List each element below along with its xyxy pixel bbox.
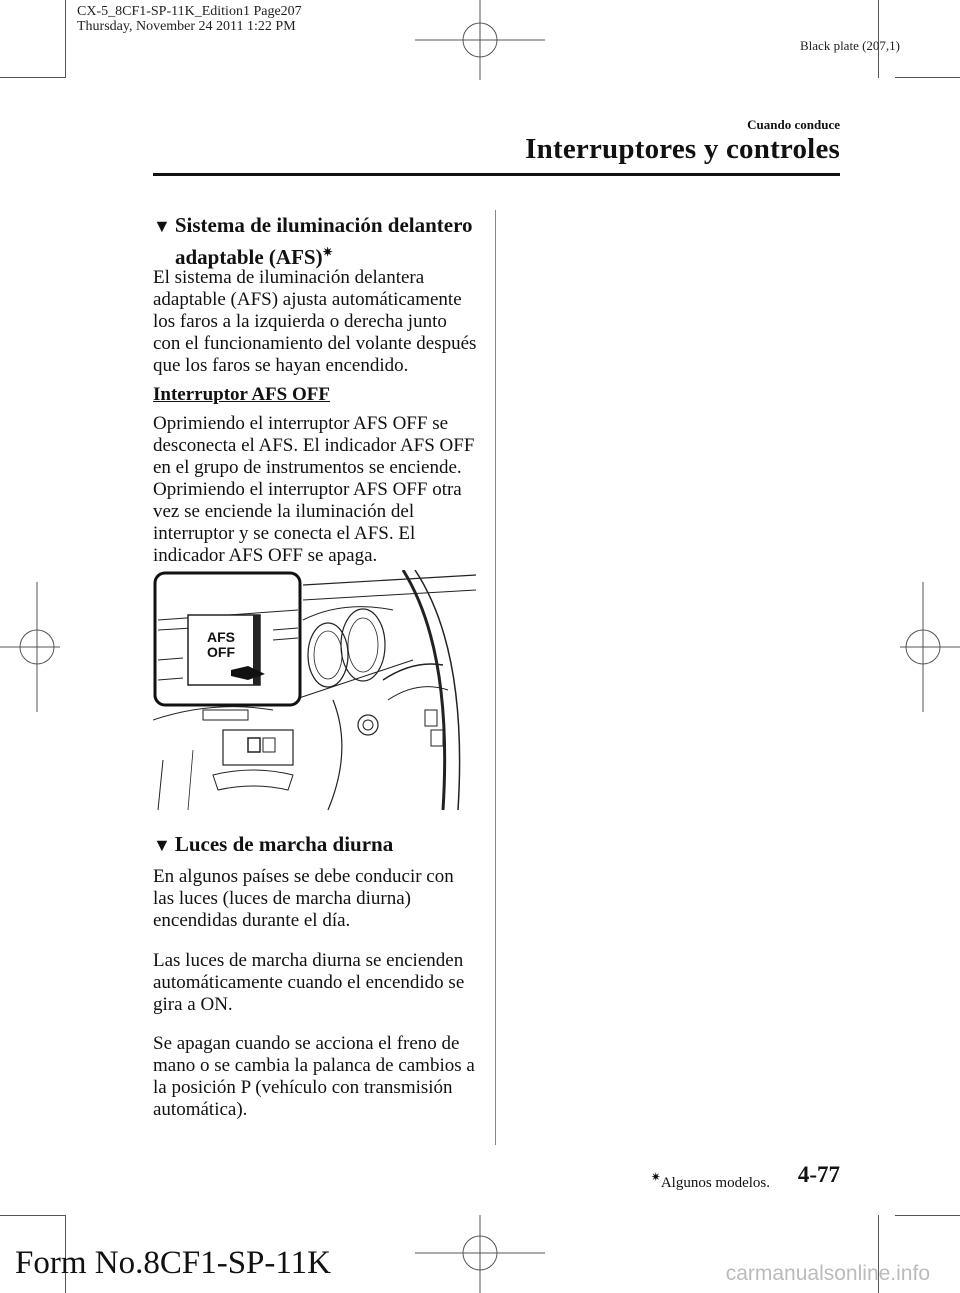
section-label: Cuando conduce (747, 117, 840, 132)
section-afs-off-body (153, 413, 483, 567)
section-afs (153, 212, 483, 270)
paragraph: Oprimiendo el interruptor AFS OFF se desconecta el AFS. El indicador AFS OFF en el grupo de instrumentos se enciende. Oprimiendo el interruptor AFS OFF otra vez se enciende la iluminación del interruptor y se conecta el AFS. El indicador AFS OFF se apaga. (153, 413, 475, 566)
crop-mark (65, 0, 66, 78)
registration-target-icon (415, 0, 545, 80)
paragraph: El sistema de iluminación delantera adaptable (AFS) ajusta automáticamente los faros a la izquierda o derecha junto con el funcionamiento del volante después que los faros se hayan encendido. (153, 267, 477, 376)
footnote: ✷Algunos modelos. (650, 1170, 770, 1191)
triangle-bullet-icon: ▼ (153, 216, 171, 236)
registration-target-icon (900, 582, 960, 712)
watermark: carmanualsonline.info (725, 1262, 930, 1285)
registration-target-icon (415, 1215, 545, 1293)
section-drl-para3 (153, 1033, 483, 1121)
afs-button-label: OFF (207, 644, 235, 660)
section-drl-para2 (153, 950, 483, 1016)
section-heading: ▼ Luces de marcha diurna (153, 832, 394, 856)
plate-label: Black plate (207,1) (800, 38, 900, 53)
crop-mark (895, 1215, 960, 1216)
section-heading: ▼ Sistema de iluminación delantero adaptable (AFS)✷ (153, 213, 473, 269)
asterisk-icon: ✷ (650, 1170, 661, 1184)
section-drl-para1 (153, 866, 483, 932)
crop-mark (0, 77, 65, 78)
header-rule (153, 173, 840, 176)
form-number: Form No.8CF1-SP-11K (15, 1245, 331, 1281)
afs-switch-illustration (153, 570, 476, 810)
paragraph: En algunos países se debe conducir con las luces (luces de marcha diurna) encendidas durante el día. (153, 866, 454, 931)
print-metadata (77, 4, 302, 34)
triangle-bullet-icon: ▼ (153, 835, 171, 855)
paragraph: Se apagan cuando se acciona el freno de mano o se cambia la palanca de cambios a la posición P (vehículo con transmisión automática). (153, 1033, 475, 1120)
section-drl (153, 831, 483, 858)
crop-mark (0, 1215, 65, 1216)
page-number: 4-77 (797, 1162, 840, 1187)
paragraph: Las luces de marcha diurna se encienden automáticamente cuando el encendido se gira a ON. (153, 950, 465, 1015)
page-title: Interruptores y controles (525, 133, 840, 165)
print-meta-line: Thursday, November 24 2011 1:22 PM (77, 19, 296, 34)
registration-target-icon (0, 582, 60, 712)
print-meta-line: CX-5_8CF1-SP-11K_Edition1 Page207 (77, 4, 302, 19)
asterisk-icon: ✷ (322, 245, 333, 259)
afs-button-label: AFS (207, 629, 235, 645)
section-afs-body (153, 267, 483, 377)
subheading-afs-off: Interruptor AFS OFF (153, 384, 330, 405)
column-divider (495, 210, 496, 1145)
crop-mark (895, 77, 960, 78)
